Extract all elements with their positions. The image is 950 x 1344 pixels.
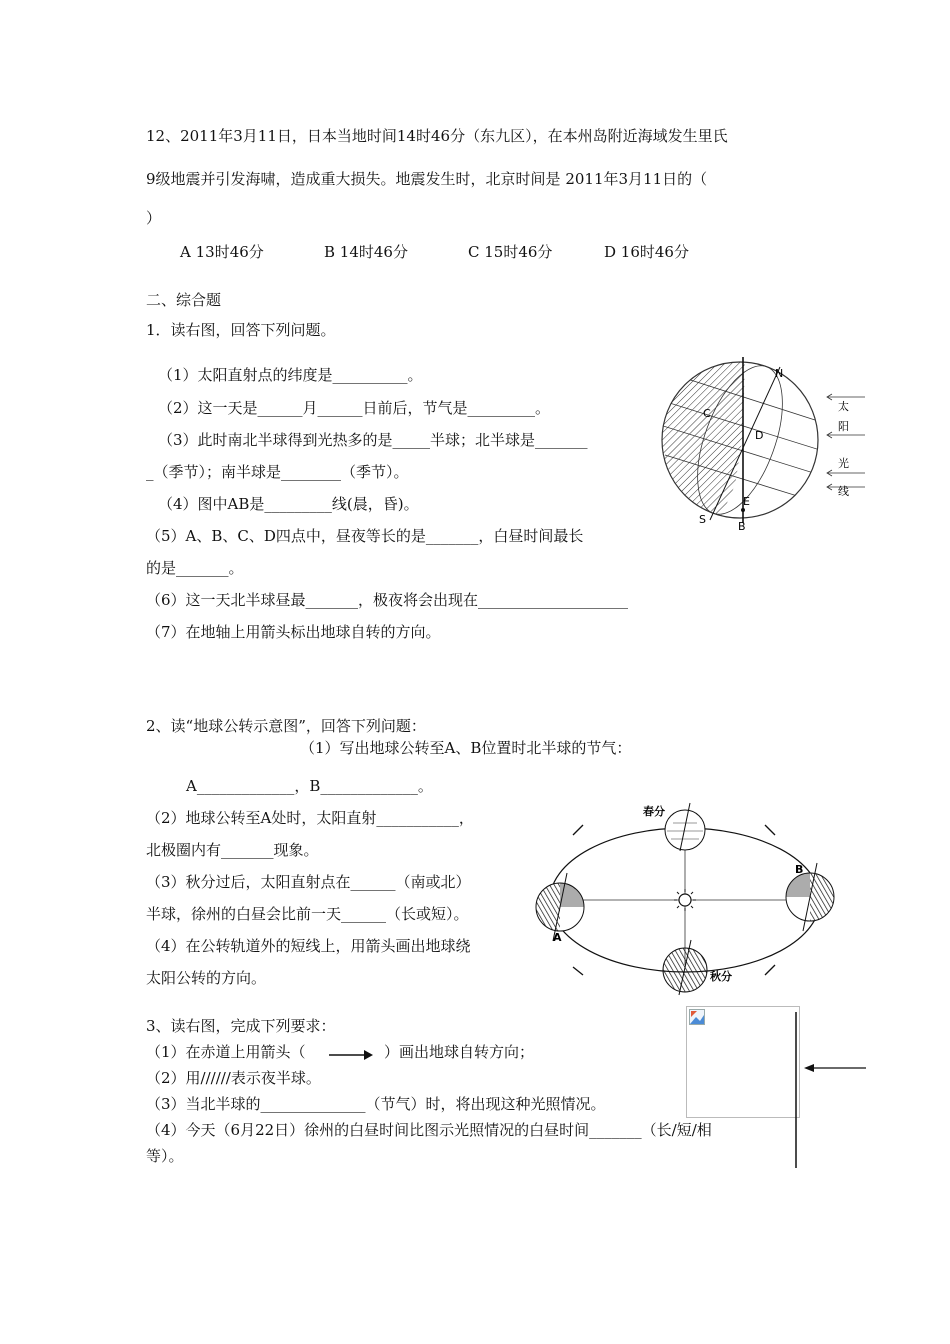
- sunlight-char-2: 阳: [838, 420, 849, 433]
- label-c: C: [703, 407, 711, 420]
- sunlight-char-3: 光: [838, 457, 849, 470]
- s1-title: 1．读右图，回答下列问题。: [146, 321, 336, 339]
- s2-line-5: （3）秋分过后，太阳直射点在______（南或北）: [146, 873, 471, 891]
- q12-option-b: B 14时46分: [324, 243, 408, 261]
- s1-line-9: （7）在地轴上用箭头标出地球自转的方向。: [146, 623, 441, 641]
- s1-line-1: （1）太阳直射点的纬度是__________。: [158, 366, 423, 384]
- s2-line-7: （4）在公转轨道外的短线上，用箭头画出地球绕: [146, 937, 471, 955]
- missing-image-placeholder: [686, 1006, 800, 1118]
- s3-title: 3、读右图，完成下列要求：: [146, 1017, 336, 1035]
- label-s: S: [699, 513, 706, 526]
- s2-line-8: 太阳公转的方向。: [146, 969, 267, 987]
- s2-line-2: A_____________，B_____________。: [186, 777, 433, 795]
- right-arrow-icon: [328, 1048, 374, 1062]
- label-d: D: [755, 429, 764, 442]
- s3-line-3: （3）当北半球的______________（节气）时，将出现这种光照情况。: [146, 1095, 606, 1113]
- label-b: B: [795, 863, 804, 876]
- earth-b: [786, 863, 834, 931]
- sunlight-ray-figure: [790, 1010, 868, 1170]
- s3-line-1b: ）画出地球自转方向；: [384, 1043, 535, 1061]
- sunlight-char-4: 线: [838, 485, 849, 498]
- label-b: B: [738, 520, 746, 530]
- s1-line-3: （3）此时南北半球得到光热多的是_____半球；北半球是_______: [158, 431, 588, 449]
- q12-line2: 9级地震并引发海啸，造成重大损失。地震发生时，北京时间是 2011年3月11日的（: [146, 170, 708, 188]
- s3-line-5: 等）。: [146, 1147, 184, 1165]
- revolution-figure: [525, 795, 845, 1000]
- globe-illumination-figure: [655, 355, 870, 530]
- label-spring: 春分: [643, 805, 665, 818]
- s2-line-1: （1）写出地球公转至A、B位置时北半球的节气：: [300, 739, 632, 757]
- s2-title: 2、读“地球公转示意图”，回答下列问题：: [146, 717, 426, 735]
- s1-line-8: （6）这一天北半球昼最_______，极夜将会出现在____________________: [146, 591, 629, 609]
- earth-autumn: [663, 940, 707, 995]
- label-autumn: 秋分: [710, 970, 732, 983]
- s2-line-6: 半球，徐州的白昼会比前一天______（长或短）。: [146, 905, 469, 923]
- q12-option-a: A 13时46分: [180, 243, 264, 261]
- label-a: A: [553, 931, 562, 944]
- q12-line3: ）: [146, 209, 162, 227]
- label-e: E: [743, 495, 750, 508]
- s1-line-4: _（季节）；南半球是________（季节）。: [146, 463, 409, 481]
- earth-spring: [665, 803, 705, 851]
- s3-line-2: （2）用//////表示夜半球。: [146, 1069, 321, 1087]
- s1-line-5: （4）图中AB是_________线(晨，昏)。: [158, 495, 419, 513]
- q12-option-c: C 15时46分: [468, 243, 553, 261]
- broken-image-icon: [689, 1009, 705, 1025]
- s3-line-1a: （1）在赤道上用箭头（: [146, 1043, 306, 1061]
- s1-line-2: （2）这一天是______月______日前后，节气是_________。: [158, 399, 551, 417]
- q12-line1: 12、2011年3月11日，日本当地时间14时46分（东九区），在本州岛附近海域发生里氏: [146, 127, 728, 145]
- s2-line-3: （2）地球公转至A处时，太阳直射___________，: [146, 809, 474, 827]
- q12-option-d: D 16时46分: [604, 243, 689, 261]
- s1-line-7: 的是_______。: [146, 559, 244, 577]
- s3-line-4: （4）今天（6月22日）徐州的白昼时间比图示光照情况的白昼时间_______（长/短/相: [146, 1121, 712, 1139]
- s1-line-6: （5）A、B、C、D四点中，昼夜等长的是_______，白昼时间最长: [146, 527, 584, 545]
- label-n: N: [775, 367, 784, 380]
- s2-line-4: 北极圈内有_______现象。: [146, 841, 319, 859]
- section-title: 二、综合题: [146, 291, 222, 309]
- sunlight-char-1: 太: [838, 400, 849, 413]
